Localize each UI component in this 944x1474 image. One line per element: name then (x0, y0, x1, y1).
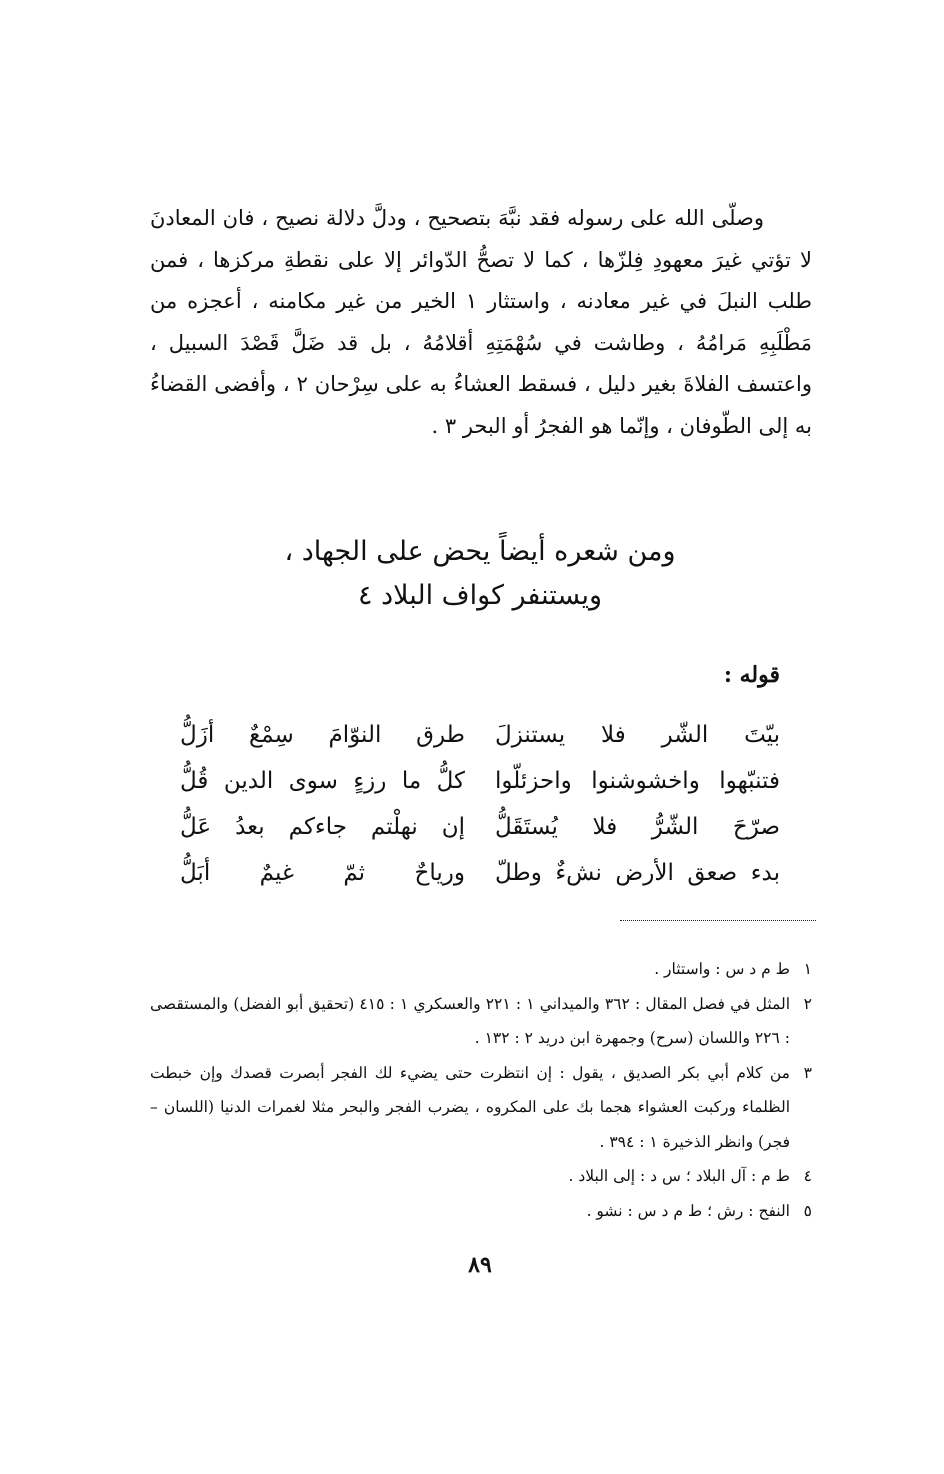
footnote-number: ٣ (803, 1063, 812, 1082)
footnote-text: ط م : آل البلاد ؛ س د : إلى البلاد . (568, 1167, 790, 1185)
footnote (150, 952, 812, 987)
footnote-text: ط م د س : واستثار . (654, 960, 790, 978)
footnote-text: النفح : رش ؛ ط م د س : نشو . (586, 1201, 790, 1220)
heading-line-2: ويستنفر كواف البلاد ٤ (357, 580, 603, 611)
verse (180, 850, 780, 896)
verse-first-hemistich: بيّتَ الشّر فلا يستنزلَ (495, 722, 780, 748)
heading-line-1: ومن شعره أيضاً يحض على الجهاد ، (284, 536, 676, 567)
footnote (150, 987, 812, 1056)
footnote (150, 1194, 812, 1229)
footnotes (150, 952, 812, 1228)
verse-first-hemistich: صرّحَ الشّرُّ فلا يُستَقَلُّ (495, 814, 780, 840)
footnote-number: ١ (803, 960, 812, 978)
prose-paragraph (150, 198, 812, 447)
prose-text: وصلّى الله على رسوله فقد نبَّهَ بتصحيح ، ودلَّ دلالة نصيح ، فان المعادنَ لا تؤتي غيرَ معهودِ فِلزّها ، كما لا تصحُّ الدّوائر إلا على نقطةِ مركزها ، فمن طلب النبلَ في غير معادنه ، واستثار ١ الخير من غير مكامنه ، أعجزه من مَطْلَبِهِ مَرامُهُ ، وطاشت في سُهْمَتِهِ أقلامُهُ ، بل قد ضَلَّ قَصْدَ السبيل ، واعتسف الفلاةَ بغير دليل ، فسقط العشاءُ به على سِرْحان ٢ ، وأفضى القضاءُ به إلى الطّوفان ، وإنّما هو الفجرُ أو البحر ٣ . (150, 206, 813, 438)
verse-second-hemistich: طرق النوّامَ سِمْعٌ أزَلُّ (180, 722, 465, 748)
verse (180, 712, 780, 758)
footnote-number: ٤ (803, 1167, 812, 1185)
verse-second-hemistich: ورياحٌ ثمّ غيمٌ أبَلُّ (180, 860, 465, 886)
verse-second-hemistich: إن نهلْتم جاءكم بعدُ عَلُّ (180, 814, 465, 840)
footnote-text: من كلام أبي بكر الصديق ، يقول : إن انتظرت حتى يضيء لك الفجر أبصرت قصدك وإن خبطت الظلماء وركبت العشواء هجما بك على المكروه ، يضرب الفجر والبحر مثلا لغمرات الدنيا (اللسان – فجر) وانظر الذخيرة ١ : ٣٩٤ . (150, 1063, 790, 1151)
verse-first-hemistich: فتنبّهوا واخشوشنوا واحزئلّوا (495, 768, 780, 794)
page-number: ٨٩ (468, 1252, 492, 1278)
footnote-text: المثل في فصل المقال : ٣٦٢ والميداني ١ : ٢٢١ والعسكري ١ : ٤١٥ (تحقيق أبو الفضل) والمستقصى : ٢٢٦ واللسان (سرح) وجمهرة ابن دريد ٢ : ١٣٢ . (150, 994, 791, 1047)
footnote-number: ٥ (803, 1201, 812, 1220)
footnote (150, 1056, 812, 1160)
footnote (150, 1159, 812, 1194)
poem-heading (200, 530, 760, 618)
verse (180, 758, 780, 804)
poem-intro: قوله : (723, 662, 780, 688)
verse-second-hemistich: كلُّ ما رزءٍ سوى الدين قُلُّ (180, 768, 465, 794)
poem (180, 712, 780, 896)
footnote-number: ٢ (803, 994, 812, 1013)
verse-first-hemistich: بدء صعق الأرض نشءٌ وطلّ (495, 860, 780, 886)
footnote-separator (620, 920, 816, 921)
verse (180, 804, 780, 850)
